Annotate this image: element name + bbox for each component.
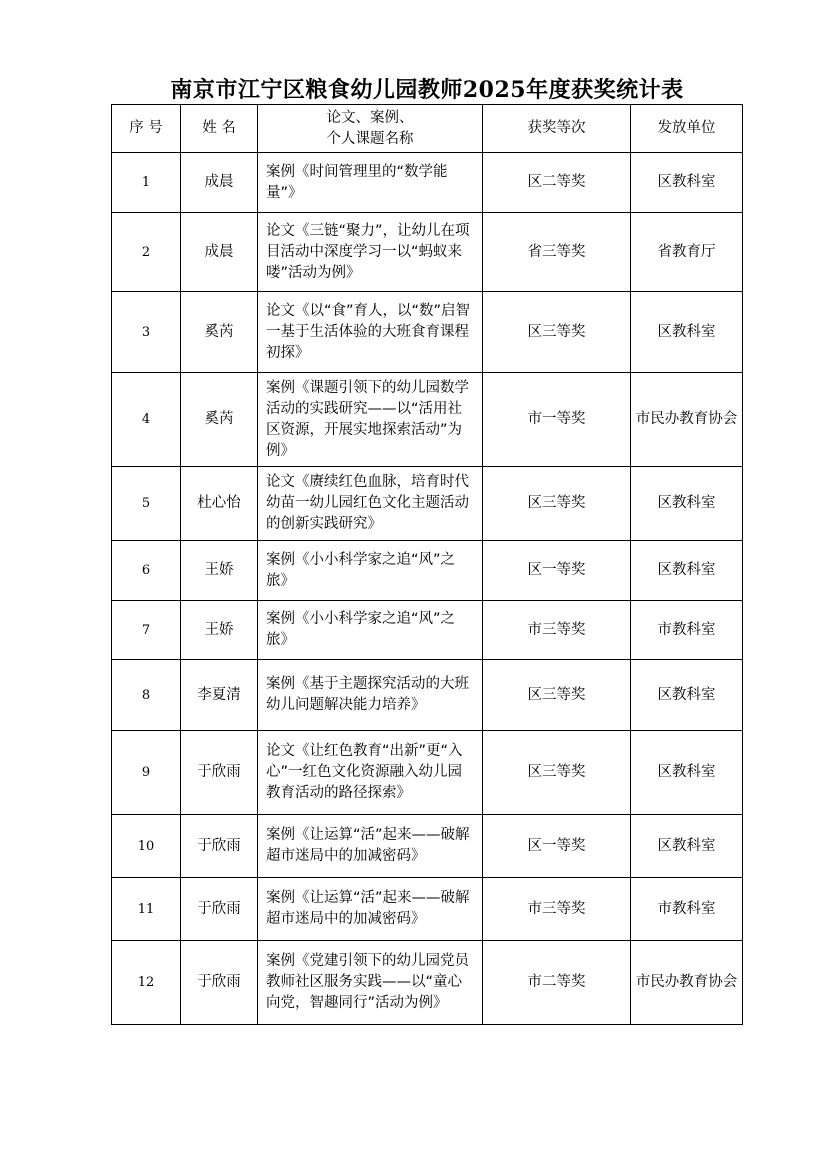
row-name: 成晨 bbox=[181, 213, 258, 292]
row-seq: 2 bbox=[112, 213, 181, 292]
row-award: 区一等奖 bbox=[483, 815, 631, 878]
header-name: 姓 名 bbox=[181, 105, 258, 153]
table-row bbox=[112, 601, 743, 660]
table-row bbox=[112, 292, 743, 373]
row-name: 杜心怡 bbox=[181, 467, 258, 541]
row-seq: 8 bbox=[112, 660, 181, 731]
table-row bbox=[112, 373, 743, 467]
row-award: 区三等奖 bbox=[483, 660, 631, 731]
row-project: 案例《让运算“活”起来——破解超市迷局中的加减密码》 bbox=[258, 815, 483, 878]
row-issuer: 省教育厅 bbox=[631, 213, 743, 292]
table-row bbox=[112, 731, 743, 815]
row-project: 案例《基于主题探究活动的大班幼儿问题解决能力培养》 bbox=[258, 660, 483, 731]
table-row bbox=[112, 815, 743, 878]
header-seq: 序 号 bbox=[112, 105, 181, 153]
header-project bbox=[258, 105, 483, 153]
row-project: 论文《让红色教育“出新”更“入心”一红色文化资源融入幼儿园教育活动的路径探索》 bbox=[258, 731, 483, 815]
table-row bbox=[112, 878, 743, 941]
row-seq: 6 bbox=[112, 541, 181, 601]
row-issuer: 市民办教育协会 bbox=[631, 373, 743, 467]
table-row bbox=[112, 541, 743, 601]
table-row bbox=[112, 467, 743, 541]
header-award: 获奖等次 bbox=[483, 105, 631, 153]
row-seq: 11 bbox=[112, 878, 181, 941]
row-seq: 12 bbox=[112, 941, 181, 1025]
award-table bbox=[111, 104, 743, 1025]
row-project: 论文《以“食”育人，以“数”启智一基于生活体验的大班食育课程初探》 bbox=[258, 292, 483, 373]
document-title: 南京市江宁区粮食幼儿园教师2025年度获奖统计表 bbox=[170, 77, 684, 103]
row-award: 市三等奖 bbox=[483, 878, 631, 941]
row-issuer: 区教科室 bbox=[631, 731, 743, 815]
table-row bbox=[112, 660, 743, 731]
row-name: 李夏清 bbox=[181, 660, 258, 731]
row-issuer: 区教科室 bbox=[631, 292, 743, 373]
table-row bbox=[112, 213, 743, 292]
row-name: 奚芮 bbox=[181, 373, 258, 467]
row-project: 案例《课题引领下的幼儿园数学活动的实践研究——以“活用社区资源，开展实地探索活动”为例》 bbox=[258, 373, 483, 467]
row-issuer: 市教科室 bbox=[631, 878, 743, 941]
row-project: 案例《让运算“活”起来——破解超市迷局中的加减密码》 bbox=[258, 878, 483, 941]
row-project: 论文《赓续红色血脉，培育时代幼苗一幼儿园红色文化主题活动的创新实践研究》 bbox=[258, 467, 483, 541]
row-issuer: 区教科室 bbox=[631, 467, 743, 541]
row-seq: 4 bbox=[112, 373, 181, 467]
row-name: 于欣雨 bbox=[181, 878, 258, 941]
row-seq: 5 bbox=[112, 467, 181, 541]
row-name: 于欣雨 bbox=[181, 941, 258, 1025]
header-project-line2: 个人课题名称 bbox=[326, 130, 414, 147]
table-row bbox=[112, 941, 743, 1025]
row-issuer: 市教科室 bbox=[631, 601, 743, 660]
row-award: 区三等奖 bbox=[483, 292, 631, 373]
row-name: 成晨 bbox=[181, 153, 258, 213]
row-project: 案例《党建引领下的幼儿园党员教师社区服务实践——以“童心向党，智趣同行”活动为例》 bbox=[258, 941, 483, 1025]
row-issuer: 市民办教育协会 bbox=[631, 941, 743, 1025]
row-project: 论文《三链“聚力”，让幼儿在项目活动中深度学习一以“蚂蚁来喽”活动为例》 bbox=[258, 213, 483, 292]
row-award: 区三等奖 bbox=[483, 467, 631, 541]
row-seq: 9 bbox=[112, 731, 181, 815]
header-issuer: 发放单位 bbox=[631, 105, 743, 153]
row-award: 市一等奖 bbox=[483, 373, 631, 467]
row-issuer: 区教科室 bbox=[631, 660, 743, 731]
row-award: 市三等奖 bbox=[483, 601, 631, 660]
row-award: 市二等奖 bbox=[483, 941, 631, 1025]
table-header-row bbox=[112, 105, 743, 153]
row-name: 王娇 bbox=[181, 541, 258, 601]
row-seq: 1 bbox=[112, 153, 181, 213]
row-name: 奚芮 bbox=[181, 292, 258, 373]
row-issuer: 区教科室 bbox=[631, 541, 743, 601]
row-name: 于欣雨 bbox=[181, 731, 258, 815]
row-award: 区二等奖 bbox=[483, 153, 631, 213]
table-row bbox=[112, 153, 743, 213]
row-seq: 7 bbox=[112, 601, 181, 660]
row-project: 案例《时间管理里的“数学能量”》 bbox=[258, 153, 483, 213]
row-name: 王娇 bbox=[181, 601, 258, 660]
row-award: 区一等奖 bbox=[483, 541, 631, 601]
row-seq: 3 bbox=[112, 292, 181, 373]
row-project: 案例《小小科学家之追“风”之旅》 bbox=[258, 541, 483, 601]
row-award: 省三等奖 bbox=[483, 213, 631, 292]
row-project: 案例《小小科学家之追“风”之旅》 bbox=[258, 601, 483, 660]
row-award: 区三等奖 bbox=[483, 731, 631, 815]
header-project-line1: 论文、案例、 bbox=[326, 109, 414, 126]
row-issuer: 区教科室 bbox=[631, 153, 743, 213]
row-seq: 10 bbox=[112, 815, 181, 878]
row-name: 于欣雨 bbox=[181, 815, 258, 878]
row-issuer: 区教科室 bbox=[631, 815, 743, 878]
